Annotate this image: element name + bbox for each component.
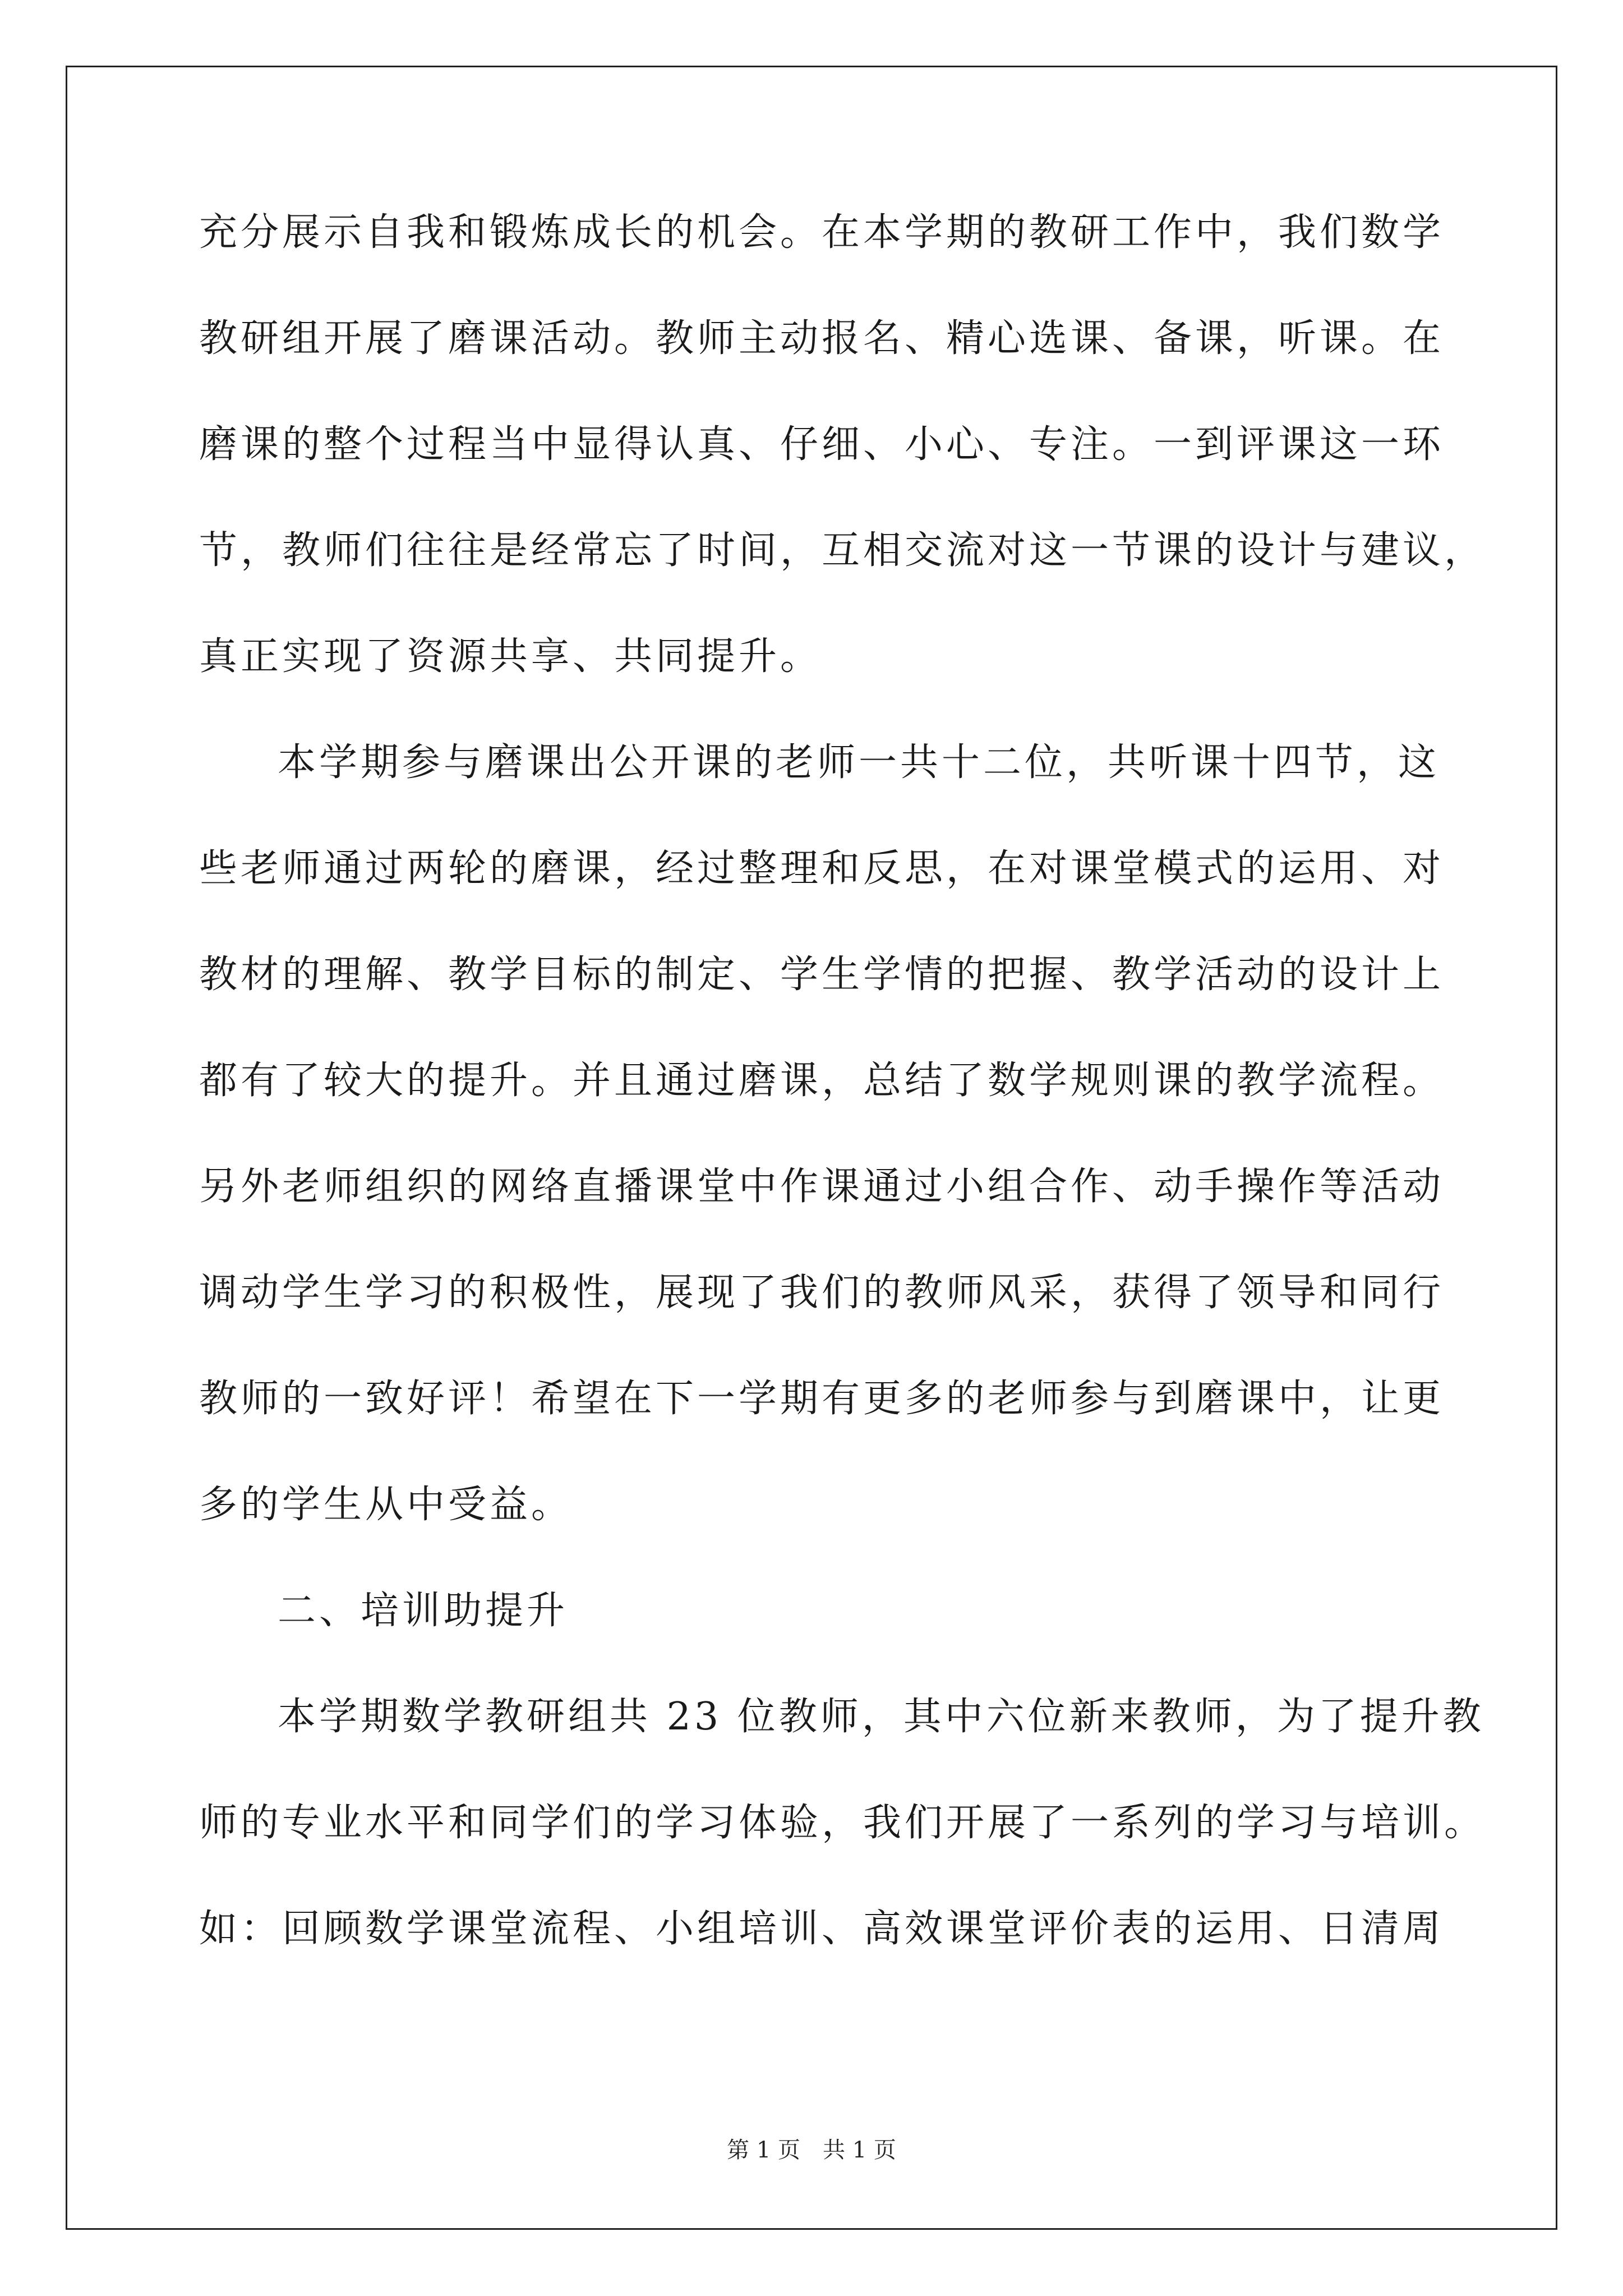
text-line: 本学期参与磨课出公开课的老师一共十二位，共听课十四节，这	[278, 740, 1440, 785]
text-line: 真正实现了资源共享、共同提升。	[199, 634, 822, 679]
text-line: 调动学生学习的积极性，展现了我们的教师风采，获得了领导和同行	[199, 1271, 1445, 1315]
text-line: 多的学生从中受益。	[199, 1483, 573, 1527]
text-line: 些老师通过两轮的磨课，经过整理和反思，在对课堂模式的运用、对	[199, 846, 1445, 891]
text-line: 本学期数学教研组共 23 位教师，其中六位新来教师，为了提升教	[278, 1695, 1484, 1739]
text-line: 如：回顾数学课堂流程、小组培训、高效课堂评价表的运用、日清周	[199, 1907, 1445, 1951]
text-line: 节，教师们往往是经常忘了时间，互相交流对这一节课的设计与建议，	[199, 528, 1486, 573]
section-heading: 二、培训助提升	[278, 1589, 569, 1633]
page-footer: 第 1 页 共 1 页	[727, 2137, 896, 2163]
text-line: 磨课的整个过程当中显得认真、仔细、小心、专注。一到评课这一环	[199, 422, 1445, 467]
page-border	[66, 66, 1557, 2230]
text-line: 都有了较大的提升。并且通过磨课，总结了数学规则课的教学流程。	[199, 1059, 1445, 1103]
text-line: 教师的一致好评！希望在下一学期有更多的老师参与到磨课中，让更	[199, 1377, 1445, 1421]
text-line: 另外老师组织的网络直播课堂中作课通过小组合作、动手操作等活动	[199, 1165, 1445, 1209]
text-line: 充分展示自我和锻炼成长的机会。在本学期的教研工作中，我们数学	[199, 210, 1445, 255]
text-line: 教研组开展了磨课活动。教师主动报名、精心选课、备课，听课。在	[199, 316, 1445, 361]
text-line: 师的专业水平和同学们的学习体验，我们开展了一系列的学习与培训。	[199, 1801, 1486, 1845]
text-line: 教材的理解、教学目标的制定、学生学情的把握、教学活动的设计上	[199, 953, 1445, 997]
